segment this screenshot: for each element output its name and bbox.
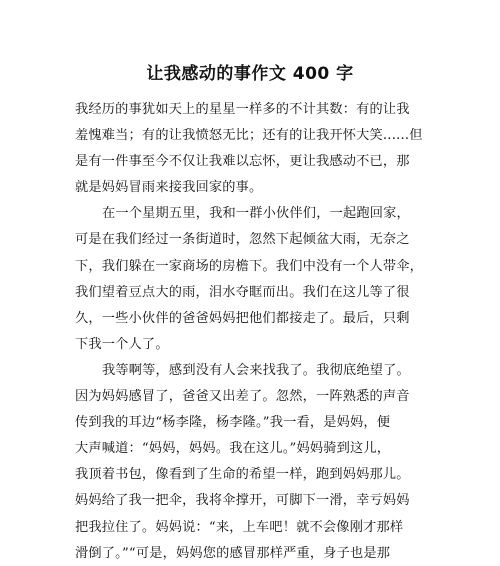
body-line: 下，我们躲在一家商场的房檐下。我们中没有一个人带伞， xyxy=(75,258,424,274)
body-line: 我经历的事犹如天上的星星一样多的不计其数：有的让我 xyxy=(75,102,410,117)
body-line: 可是在我们经过一条街道时，忽然下起倾盆大雨，无奈之 xyxy=(75,232,410,248)
document-title: 让我感动的事作文 400 字 xyxy=(146,64,354,84)
body-line: 大声喊道：“妈妈，妈妈。我在这儿。”妈妈骑到这儿， xyxy=(75,441,391,457)
body-line: 滑倒了。”“可是，妈妈您的感冒那样严重，身子也是那 xyxy=(75,545,391,561)
body-line: 我等啊等，感到没有人会来找我了。我彻底绝望了。 xyxy=(102,362,410,378)
body-line: 就是妈妈冒雨来接我回家的事。 xyxy=(75,180,263,196)
body-line: 是有一件事至今不仅让我难以忘怀，更让我感动不已，那 xyxy=(75,154,410,170)
body-line: 把我拉住了。妈妈说：“来，上车吧！就不会像刚才那样 xyxy=(75,519,404,535)
body-line: 妈妈给了我一把伞，我将伞撑开，可脚下一滑，幸亏妈妈 xyxy=(75,493,410,509)
document-body xyxy=(75,97,445,566)
body-line: 羞愧难当；有的让我愤怒无比；还有的让我开怀大笑......但 xyxy=(75,128,423,144)
body-line: 在一个星期五里，我和一群小伙伴们，一起跑回家， xyxy=(102,206,410,222)
body-line: 因为妈妈感冒了，爸爸又出差了。忽然，一阵熟悉的声音 xyxy=(75,389,410,405)
body-line: 久，一些小伙伴的爸爸妈妈把他们都接走了。最后，只剩 xyxy=(75,310,410,326)
body-line: 传到我的耳边“杨李隆，杨李隆。”我一看，是妈妈，便 xyxy=(75,415,391,431)
body-line: 我们望着豆点大的雨，泪水夺眶而出。我们在这儿等了很 xyxy=(75,284,410,300)
body-line: 下我一个人了。 xyxy=(75,336,169,352)
body-line: 我顶着书包，像看到了生命的希望一样，跑到妈妈那儿。 xyxy=(75,467,410,483)
